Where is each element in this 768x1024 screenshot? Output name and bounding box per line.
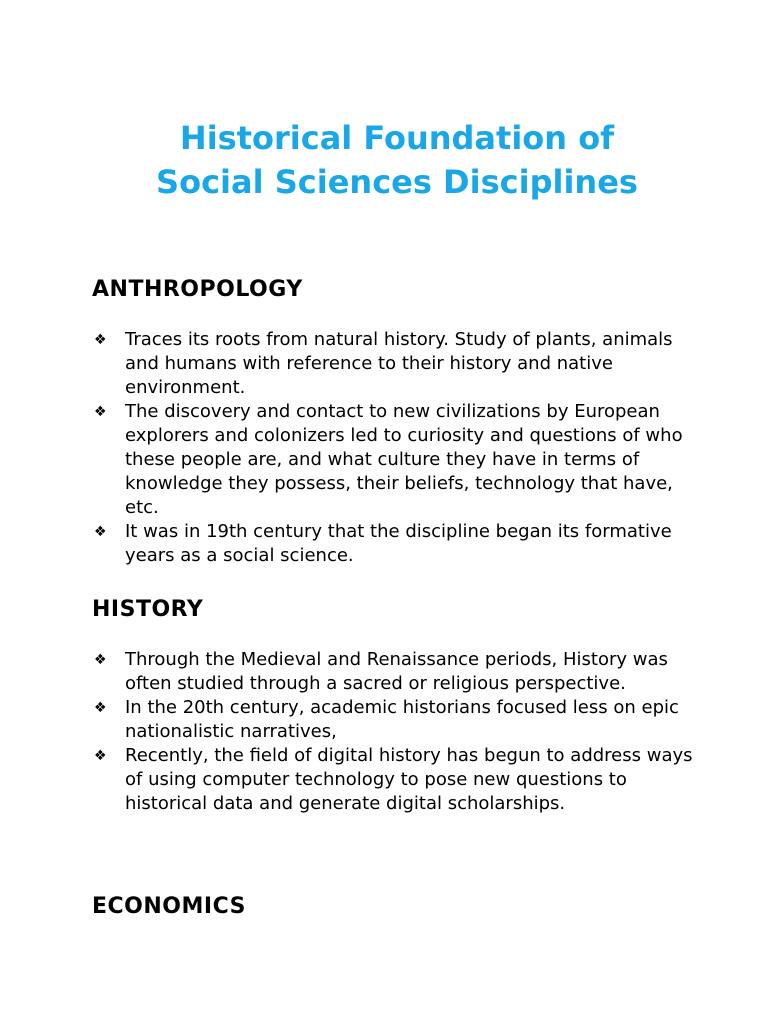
bullet-text: It was in 19th century that the discipline began its formative years as a social science. (125, 521, 672, 566)
bullet-list (92, 328, 712, 568)
section-economics (92, 893, 712, 921)
list-item (92, 328, 712, 400)
diamond-bullet-icon: ❖ (94, 700, 107, 716)
bullet-text: The discovery and contact to new civilizations by European explorers and colonizers led to curiosity and questions of who these people are, and what culture they have in terms of knowledge they possess, their beliefs, technology that have, etc. (125, 401, 683, 518)
list-item (92, 648, 712, 696)
diamond-bullet-icon: ❖ (94, 404, 107, 420)
list-item (92, 520, 712, 568)
diamond-bullet-icon: ❖ (94, 652, 107, 668)
bullet-text: Traces its roots from natural history. Study of plants, animals and humans with reference to their history and native environment. (125, 329, 673, 398)
list-item (92, 400, 712, 520)
title-line-2: Social Sciences Disciplines (156, 163, 638, 201)
section-anthropology (92, 276, 712, 568)
title-line-1: Historical Foundation of (179, 119, 615, 157)
section-heading: ANTHROPOLOGY (92, 277, 303, 302)
list-item (92, 744, 712, 816)
section-heading: HISTORY (92, 597, 204, 622)
diamond-bullet-icon: ❖ (94, 524, 107, 540)
bullet-text: In the 20th century, academic historians focused less on epic nationalistic narratives, (125, 697, 679, 742)
document-title (0, 116, 768, 204)
bullet-list (92, 648, 712, 816)
diamond-bullet-icon: ❖ (94, 748, 107, 764)
section-history (92, 596, 712, 816)
diamond-bullet-icon: ❖ (94, 332, 107, 348)
section-heading: ECONOMICS (92, 894, 246, 919)
bullet-text: Recently, the field of digital history has begun to address ways of using computer technology to pose new questions to historical data and generate digital scholarships. (125, 745, 693, 814)
list-item (92, 696, 712, 744)
bullet-text: Through the Medieval and Renaissance periods, History was often studied through a sacred or religious perspective. (125, 649, 668, 694)
